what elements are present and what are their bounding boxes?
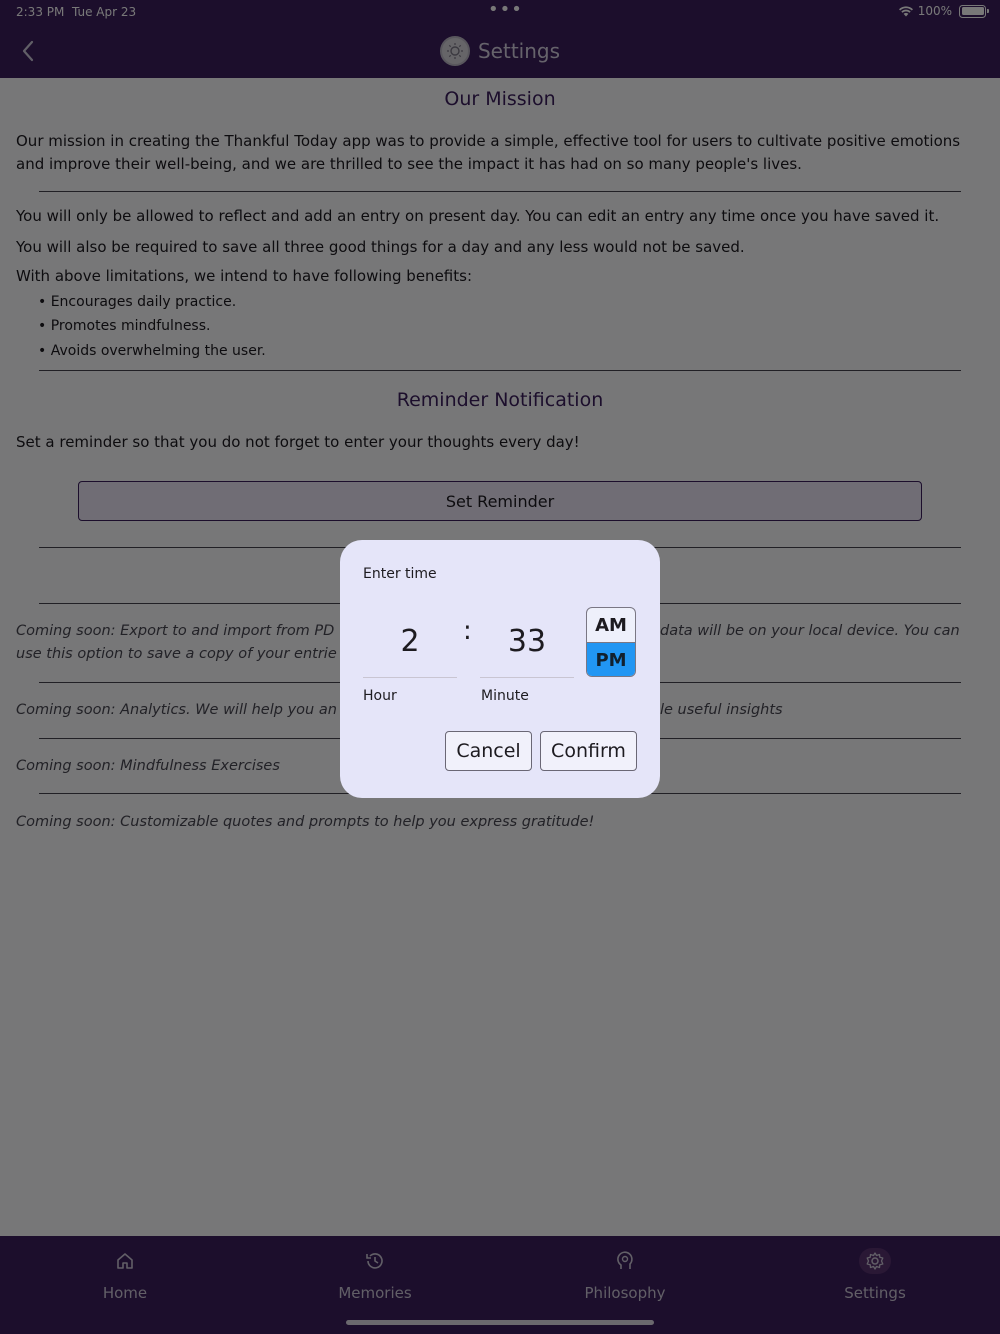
- hour-underline: [363, 677, 457, 678]
- hour-label: Hour: [363, 688, 397, 704]
- cancel-button[interactable]: Cancel: [445, 731, 532, 771]
- minute-value: 33: [507, 624, 547, 659]
- dialog-title: Enter time: [363, 566, 437, 582]
- minute-field[interactable]: [480, 606, 574, 678]
- time-separator: :: [463, 616, 472, 646]
- pm-option[interactable]: PM: [587, 643, 635, 677]
- hour-value: 2: [400, 624, 420, 659]
- hour-field[interactable]: [363, 606, 457, 678]
- minute-label: Minute: [481, 688, 529, 704]
- am-option[interactable]: AM: [595, 614, 627, 636]
- confirm-button[interactable]: Confirm: [540, 731, 637, 771]
- minute-underline: [480, 677, 574, 678]
- am-pm-toggle: [586, 607, 636, 677]
